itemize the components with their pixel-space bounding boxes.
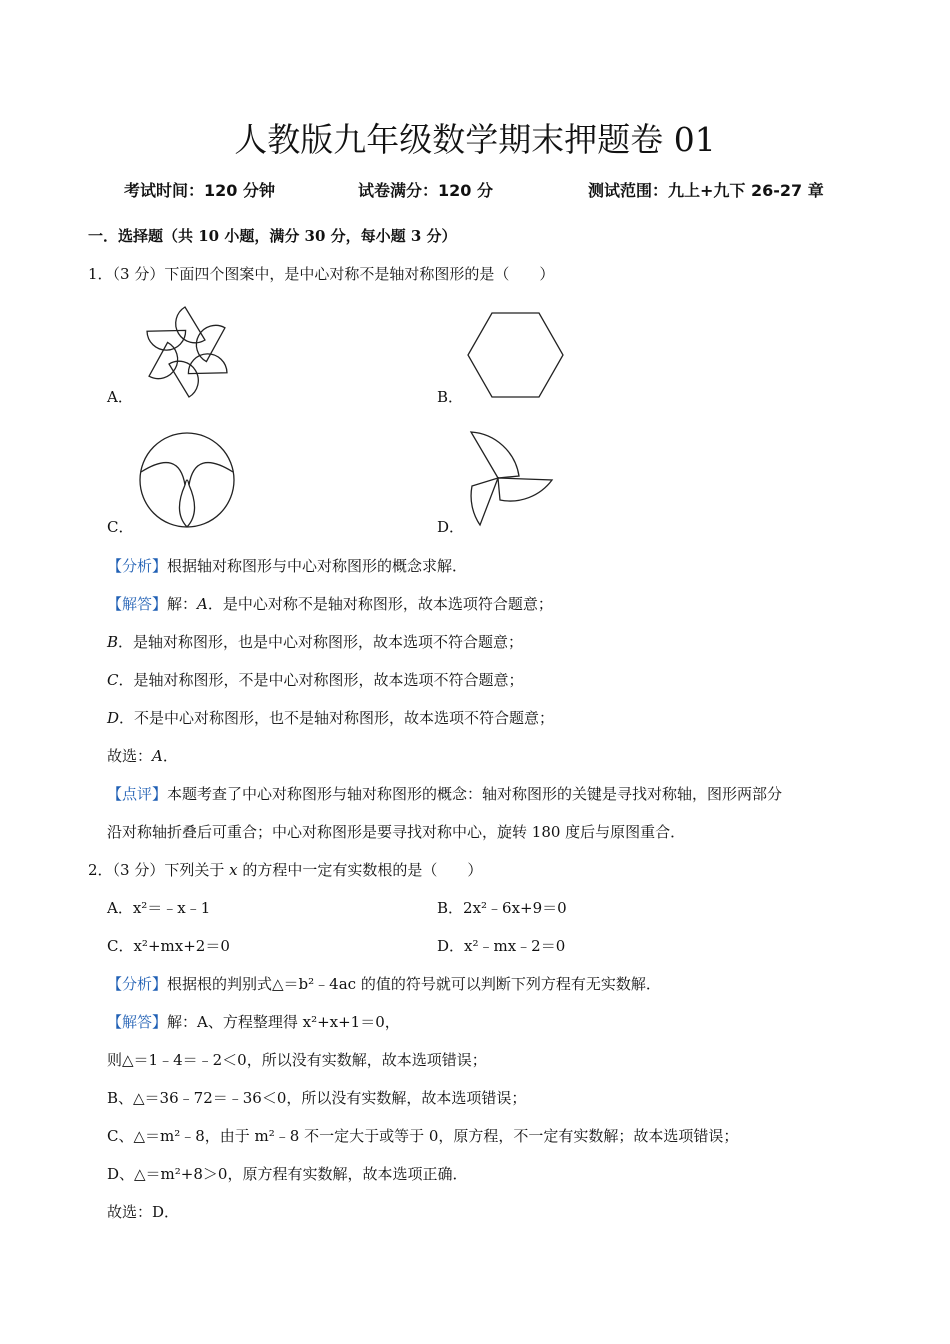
q2-option-c: C．x²+mx+2＝0 (107, 937, 230, 955)
q1-comment-cont: 沿对称轴折叠后可重合；中心对称图形是要寻找对称中心，旋转 180 度后与原图重合． (107, 823, 686, 841)
q2-option-b: B．2x²﹣6x+9＝0 (437, 899, 567, 917)
q1-stem: 1．（3 分）下面四个图案中，是中心对称不是轴对称图形的是（ ） (88, 265, 555, 283)
q1-answer: 故选：A． (107, 747, 178, 765)
exam-time: 考试时间：120 分钟 (124, 181, 275, 200)
q2-answer: 故选：D． (107, 1203, 180, 1221)
comment-tag: 【点评】 (107, 785, 168, 803)
q1-option-a: A． (107, 388, 133, 406)
page-title: 人教版九年级数学期末押题卷 01 (234, 120, 716, 159)
solution-tag: 【解答】 (107, 1013, 168, 1031)
figure-b-hexagon (467, 312, 567, 398)
analysis-tag: 【分析】 (107, 557, 168, 575)
q2-solution-4: C、△＝m²﹣8，由于 m²﹣8 不一定大于或等于 0，原方程，不一定有实数解；故本选项错误； (107, 1127, 739, 1145)
q2-option-a: A．x²＝﹣x﹣1 (107, 899, 211, 917)
q2-solution-1: 【解答】解：A、方程整理得 x²+x+1＝0， (107, 1013, 400, 1031)
figure-a-pinwheel (135, 305, 240, 400)
figure-c-circle-arcs (137, 430, 237, 530)
q2-solution-2: 则△＝1﹣4＝﹣2＜0，所以没有实数解，故本选项错误； (107, 1051, 487, 1069)
q2-stem: 2．（3 分）下列关于 x 的方程中一定有实数根的是（ ） (88, 861, 483, 879)
q1-solution-a: 【解答】解：A．是中心对称不是轴对称图形，故本选项符合题意； (107, 595, 553, 613)
q1-comment: 【点评】本题考查了中心对称图形与轴对称图形的概念：轴对称图形的关键是寻找对称轴，图形两部分 (107, 785, 783, 803)
q2-solution-3: B、△＝36﹣72＝﹣36＜0，所以没有实数解，故本选项错误； (107, 1089, 527, 1107)
q1-option-c: C． (107, 518, 134, 536)
q1-option-d: D． (437, 518, 465, 536)
solution-tag: 【解答】 (107, 595, 168, 613)
analysis-tag: 【分析】 (107, 975, 168, 993)
q1-analysis: 【分析】根据轴对称图形与中心对称图形的概念求解． (107, 557, 468, 575)
figure-d-sectors (468, 430, 558, 528)
q2-analysis: 【分析】根据根的判别式△＝b²﹣4ac 的值的符号就可以判断下列方程有无实数解． (107, 975, 661, 993)
test-scope: 测试范围：九上+九下 26-27 章 (588, 181, 824, 200)
full-score: 试卷满分：120 分 (358, 181, 493, 200)
q1-solution-c: C．是轴对称图形，不是中心对称图形，故本选项不符合题意； (107, 671, 524, 689)
q2-option-d: D．x²﹣mx﹣2＝0 (437, 937, 566, 955)
q1-option-b: B． (437, 388, 464, 406)
q1-solution-d: D．不是中心对称图形，也不是轴对称图形，故本选项不符合题意； (107, 709, 555, 727)
q2-solution-5: D、△＝m²+8＞0，原方程有实数解，故本选项正确． (107, 1165, 468, 1183)
q1-solution-b: B．是轴对称图形，也是中心对称图形，故本选项不符合题意； (107, 633, 524, 651)
section-heading: 一．选择题（共 10 小题，满分 30 分，每小题 3 分） (88, 227, 457, 245)
